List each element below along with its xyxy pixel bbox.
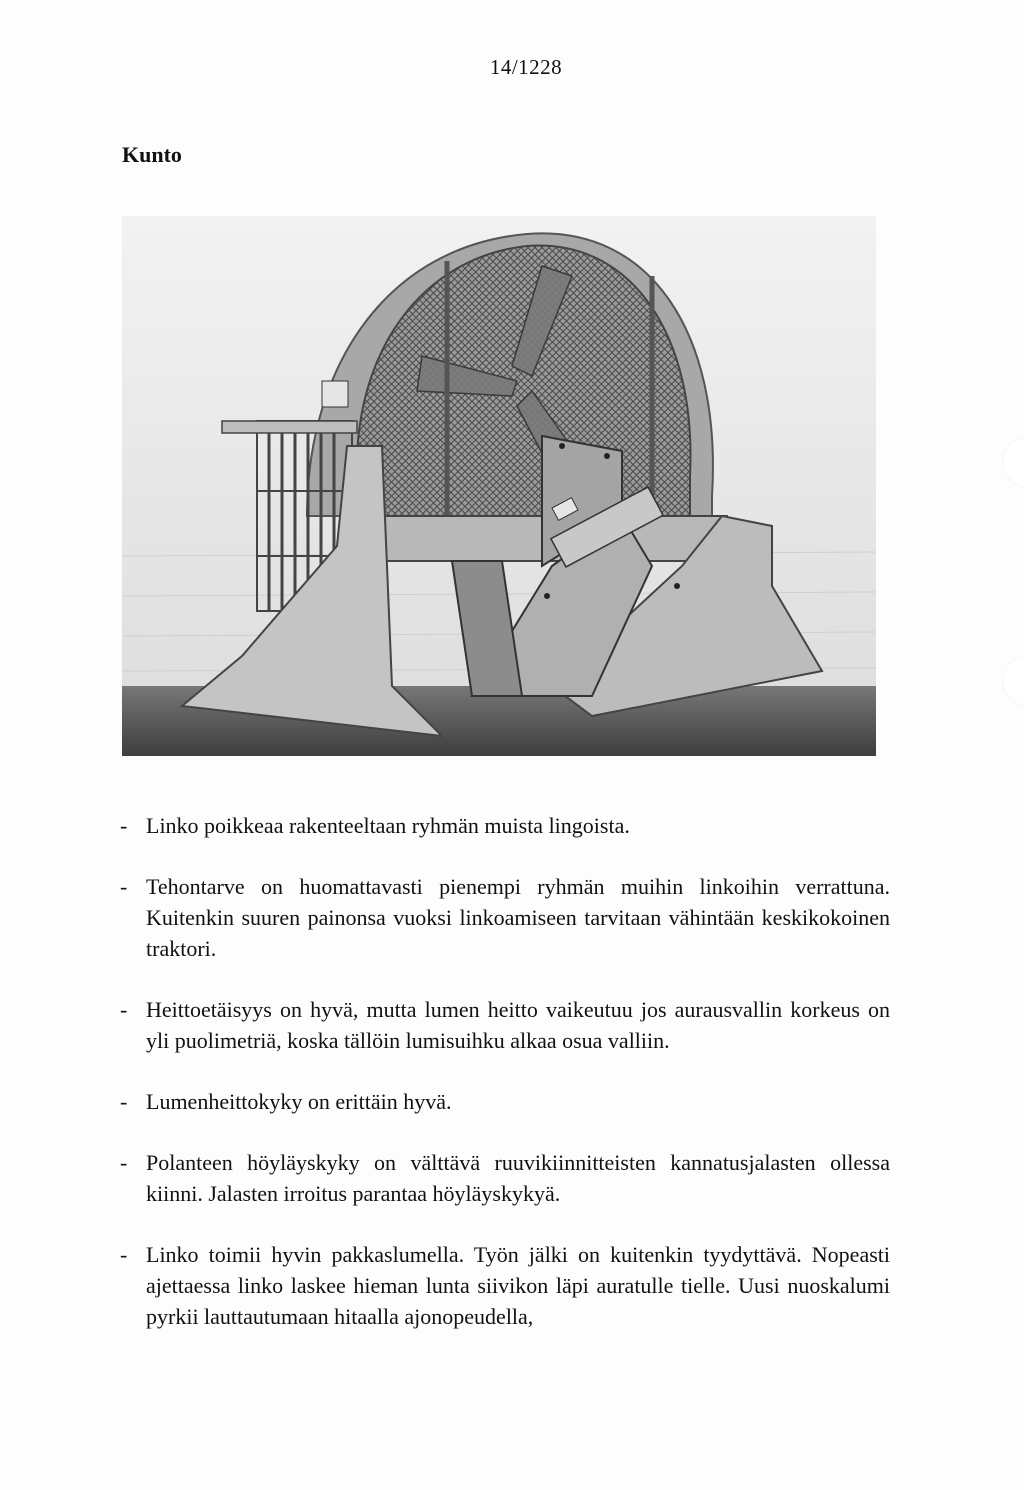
bullet-text: Heittoetäisyys on hyvä, mutta lumen heitto vaikeutuu jos aurausvallin korkeus on yli puolimetriä, koska tällöin lumisuihku alkaa osua valliin.: [146, 997, 890, 1053]
bullet-item: [120, 1147, 890, 1209]
binder-hole: [1002, 655, 1024, 707]
bullet-item: [120, 1086, 890, 1117]
bullet-item: [120, 810, 890, 841]
bullet-text: Tehontarve on huomattavasti pienempi ryhmän muihin linkoihin verrattuna. Kuitenkin suuren painonsa vuoksi linkoamiseen tarvitaan vähintään keskikokoinen traktori.: [146, 874, 890, 961]
bullet-text: Linko poikkeaa rakenteeltaan ryhmän muista lingoista.: [146, 813, 630, 838]
bullet-dash: -: [120, 1242, 128, 1267]
bullet-text: Linko toimii hyvin pakkaslumella. Työn jälki on kuitenkin tyydyttävä. Nopeasti ajettaessa linko laskee hieman lunta siivikon läpi auratulle tielle. Uusi nuoskalumi pyrkii lauttautumaan hitaalla ajonopeudella,: [146, 1242, 890, 1329]
page-number: 14/1228: [489, 55, 563, 79]
binder-hole: [1002, 436, 1024, 488]
bullet-dash: -: [120, 813, 128, 838]
bullet-list: [120, 810, 890, 1362]
bullet-dash: -: [120, 874, 128, 899]
bullet-dash: -: [120, 1089, 128, 1114]
bullet-item: [120, 994, 890, 1056]
bullet-item: [120, 1239, 890, 1332]
bullet-dash: -: [120, 997, 128, 1022]
bullet-item: [120, 871, 890, 964]
snow-blower-photo: [122, 216, 876, 756]
bullet-dash: -: [120, 1150, 128, 1175]
section-heading: Kunto: [122, 142, 182, 167]
bullet-text: Lumenheittokyky on erittäin hyvä.: [146, 1089, 452, 1114]
bullet-text: Polanteen höyläyskyky on välttävä ruuvikiinnitteisten kannatusjalasten ollessa kiinni. Jalasten irroitus parantaa höyläyskykyä.: [146, 1150, 890, 1206]
